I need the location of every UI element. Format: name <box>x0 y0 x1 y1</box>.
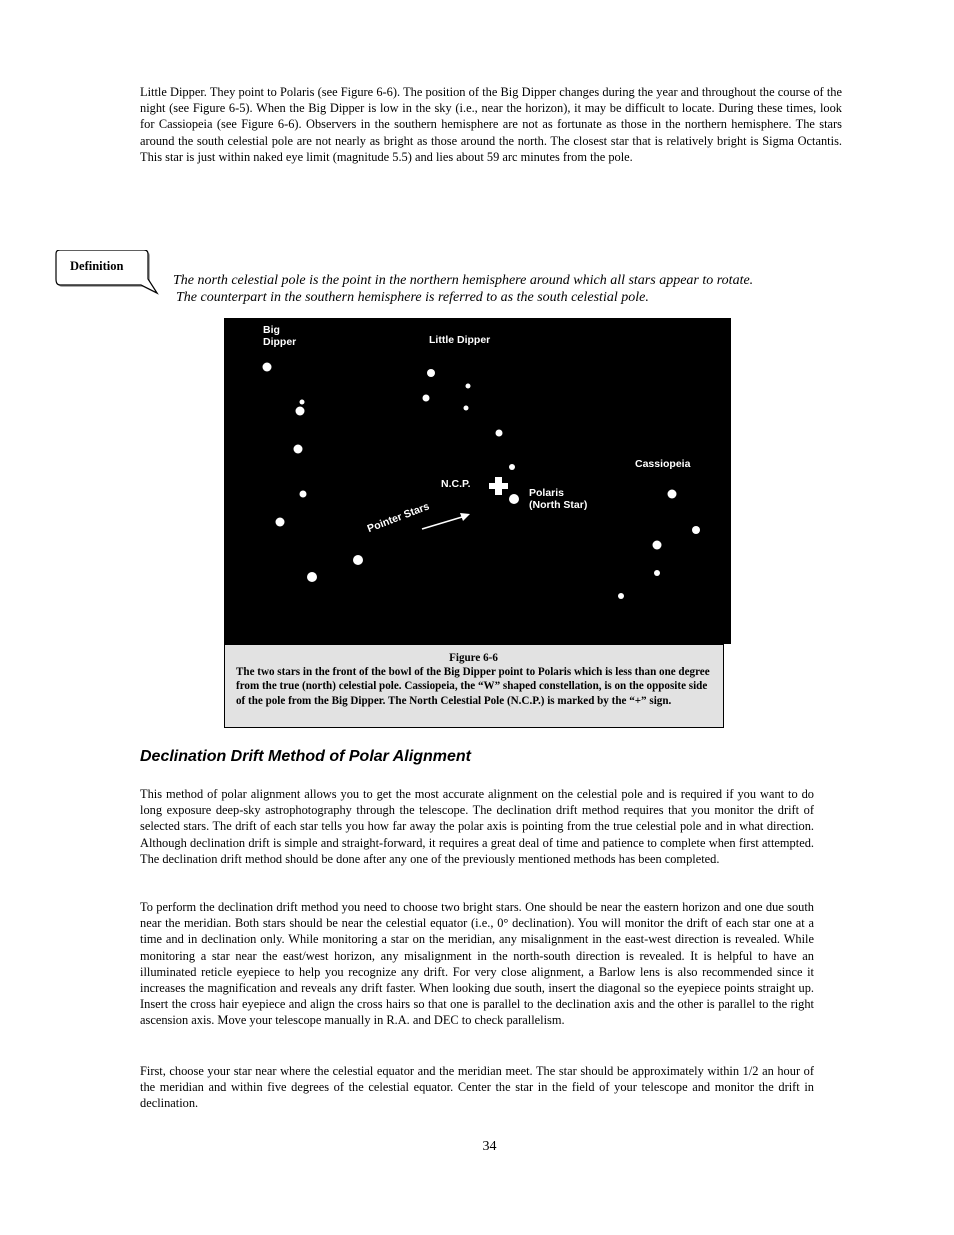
cassiopeia-star <box>668 490 677 499</box>
figure-caption-title: Figure 6-6 <box>449 652 498 664</box>
cassiopeia-star <box>618 593 624 599</box>
polaris-star <box>509 494 519 504</box>
pointer-stars-label: Pointer Stars <box>365 500 432 535</box>
cassiopeia-star <box>653 541 662 550</box>
intro-paragraph: Little Dipper. They point to Polaris (see Figure 6-6). The position of the Big Dipper changes during the year and throughout the course of the night (see Figure 6-5). When the Big Dipper is low in the sky (i.e., near the horizon), it may be difficult to locate. During these times, look for Cassiopeia (see Figure 6-6). Observers in the southern hemisphere are not as fortunate as those in the northern hemisphere. The stars around the south celestial pole are not nearly as bright as those around the north. The closest star that is relatively bright is Sigma Octantis. This star is just within naked eye limit (magnitude 5.5) and lies about 59 arc minutes from the pole. <box>140 85 842 164</box>
star-chart-figure <box>224 318 731 644</box>
definition-label: Definition <box>70 259 124 273</box>
little-dipper-label: Little Dipper <box>429 334 491 346</box>
little-dipper-star <box>509 464 515 470</box>
big-dipper-star <box>276 518 285 527</box>
little-dipper-star <box>464 406 469 411</box>
definition-line-2: The counterpart in the southern hemisphere is referred to as the south celestial pole. <box>176 290 649 305</box>
ncp-plus-marker <box>489 477 508 495</box>
cassiopeia-label: Cassiopeia <box>635 458 691 470</box>
callout-bubble-shape <box>54 250 164 298</box>
definition-line-1: The north celestial pole is the point in the northern hemisphere around which all stars appear to rotate. <box>173 273 754 288</box>
big-dipper-star <box>263 363 272 372</box>
pointer-arrow <box>422 513 470 529</box>
big-dipper-star <box>294 445 303 454</box>
section-heading: Declination Drift Method of Polar Alignment <box>140 748 471 765</box>
body-paragraph-perform: To perform the declination drift method you need to choose two bright stars. One should be near the eastern horizon and one due south near the meridian. Both stars should be near the celestial equator (i.e., 0° declination). You will monitor the drift of each star one at a time and in declination only. While monitoring a star on the meridian, any misalignment in the east-west direction is revealed. While monitoring a star near the east/west horizon, any misalignment in the north-south direction is revealed. It is helpful to have an illuminated reticle eyepiece to help you recognize any drift. For very close alignment, a Barlow lens is also recommended since it increases the magnification and reveals any drift faster. When looking due south, insert the diagonal so the eyepiece points straight up. Insert the cross hair eyepiece and align the cross hairs so that one is parallel to the declination axis and the other is parallel to the right ascension axis. Move your telescope manually in R.A. and DEC to check parallelism. <box>140 900 814 1028</box>
little-dipper-star <box>423 395 430 402</box>
big-dipper-label: Big Dipper <box>263 324 297 348</box>
pointer-star <box>353 555 363 565</box>
ncp-label: N.C.P. <box>441 478 471 490</box>
page-number: 34 <box>482 1139 497 1154</box>
figure-caption-body: The two stars in the front of the bowl of the Big Dipper point to Polaris which is less than one degree from the true (north) celestial pole. Cassiopeia, the “W” shaped constellation, is on the opposite side of the pole from the Big Dipper. The North Celestial Pole (N.C.P.) is marked by the “+” sign. <box>236 666 710 707</box>
definition-text <box>173 272 873 306</box>
big-dipper-star <box>307 572 317 582</box>
cassiopeia-star <box>692 526 700 534</box>
polaris-label: Polaris (North Star) <box>529 487 588 511</box>
little-dipper-star <box>496 430 503 437</box>
big-dipper-star <box>300 491 307 498</box>
little-dipper-star <box>427 369 435 377</box>
figure-caption <box>224 644 724 728</box>
cassiopeia-star <box>654 570 660 576</box>
body-paragraph-first: First, choose your star near where the celestial equator and the meridian meet. The star should be approximately within 1/2 an hour of the meridian and within five degrees of the celestial equator. Center the star in the field of your telescope and monitor the drift in declination. <box>140 1064 814 1111</box>
star-chart-graphic <box>224 318 731 644</box>
big-dipper-star <box>300 400 305 405</box>
body-paragraph-method: This method of polar alignment allows you to get the most accurate alignment on the celestial pole and is required if you want to do long exposure deep-sky astrophotography through the telescope. The declination drift method requires that you monitor the drift of selected stars. The drift of each star tells you how far away the polar axis is pointing from the true celestial pole and in what direction. Although declination drift is simple and straight-forward, it requires a great deal of time and patience to complete when first attempted. The declination drift method should be done after any one of the previously mentioned methods has been completed. <box>140 787 814 866</box>
big-dipper-star <box>296 407 305 416</box>
definition-callout <box>54 250 164 298</box>
little-dipper-star <box>466 384 471 389</box>
